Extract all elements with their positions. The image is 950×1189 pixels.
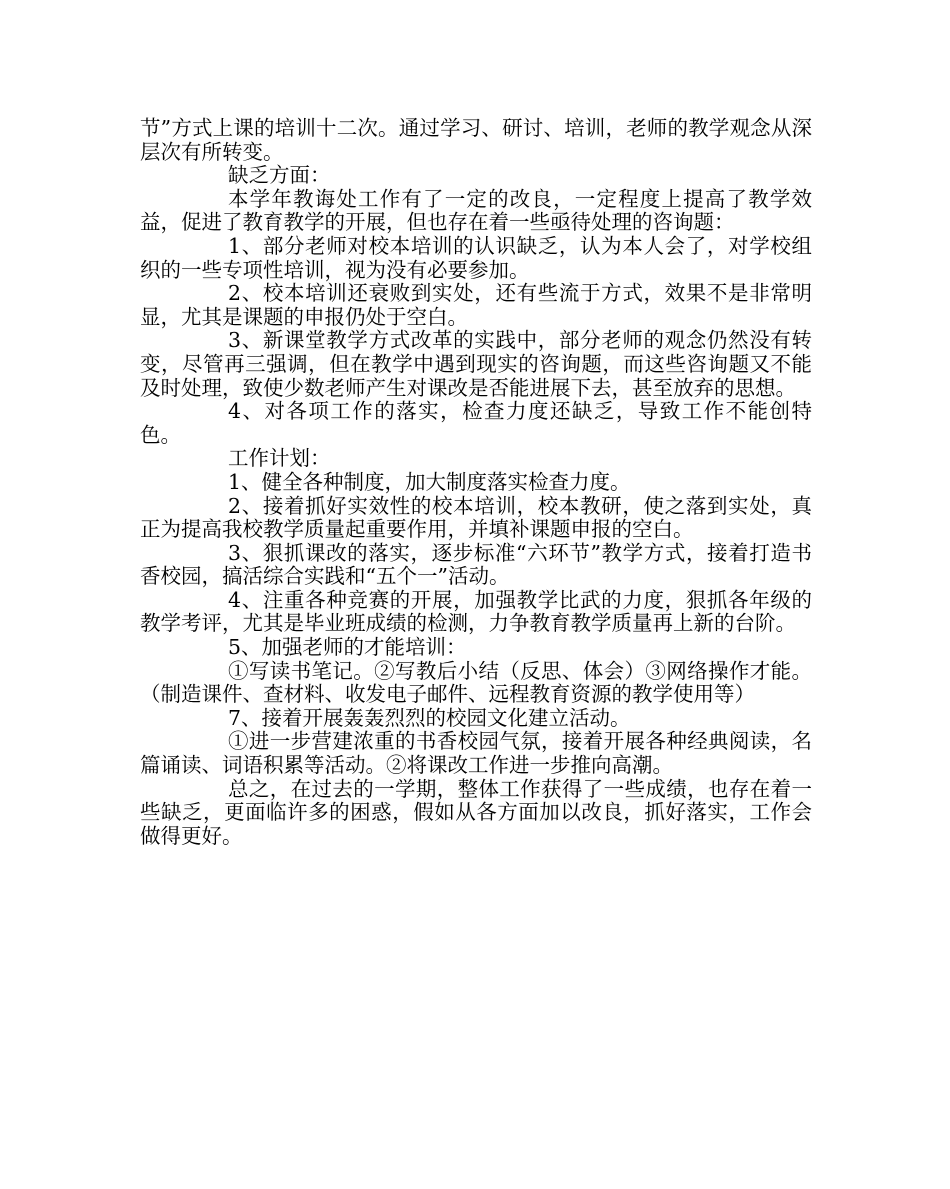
list-item: 5、加强老师的才能培训： <box>228 635 467 660</box>
list-item: 2、校本培训还衰败到实处，还有些流于方式，效果不是非常明显，尤其是课题的申报仍处于空白。 <box>140 281 812 329</box>
section-heading-shortcomings: 缺乏方面： <box>228 163 331 188</box>
list-item: 3、新课堂教学方式改革的实践中，部分老师的观念仍然没有转变，尽管再三强调，但在教学中遇到现实的咨询题，而这些咨询题又不能及时处理，致使少数老师产生对课改是否能进展下去，甚至放弃的思想。 <box>140 328 812 400</box>
list-item: 4、对各项工作的落实，检查力度还缺乏，导致工作不能创特色。 <box>140 399 812 447</box>
list-item: 7、接着开展轰轰烈烈的校园文化建立活动。 <box>228 705 631 730</box>
list-item: 3、狠抓课改的落实，逐步标准“六环节”教学方式，接着打造书香校园，搞活综合实践和“五个一”活动。 <box>140 540 812 589</box>
list-item: 4、注重各种竞赛的开展，加强教学比武的力度，狠抓各年级的教学考评，尤其是毕业班成绩的检测，力争教育教学质量再上新的台阶。 <box>140 587 812 636</box>
list-item: ①写读书笔记。②写教后小结（反思、体会）③网络操作才能。（制造课件、查材料、收发电子邮件、远程教育资源的教学使用等） <box>140 658 812 707</box>
document-body <box>140 117 812 848</box>
conclusion-paragraph: 总之，在过去的一学期，整体工作获得了一些成绩，也存在着一些缺乏，更面临许多的困惑，假如从各方面加以改良，抓好落实，工作会做得更好。 <box>140 776 812 848</box>
paragraph: 本学年教诲处工作有了一定的改良，一定程度上提高了教学效益，促进了教育教学的开展，但也存在着一些亟待处理的咨询题： <box>140 186 812 235</box>
list-item: 1、健全各种制度，加大制度落实检查力度。 <box>228 469 631 494</box>
list-item: ①进一步营建浓重的书香校园气氛，接着开展各种经典阅读，名篇诵读、词语积累等活动。②将课改工作进一步推向高潮。 <box>140 729 812 778</box>
paragraph: 节”方式上课的培训十二次。通过学习、研讨、培训，老师的教学观念从深层次有所转变。 <box>140 116 812 164</box>
list-item: 1、部分老师对校本培训的认识缺乏，认为本人会了，对学校组织的一些专项性培训，视为没有必要参加。 <box>140 233 812 282</box>
section-heading-work-plan: 工作计划： <box>228 446 331 471</box>
list-item: 2、接着抓好实效性的校本培训，校本教研，使之落到实处，真正为提高我校教学质量起重要作用，并填补课题申报的空白。 <box>140 493 812 542</box>
